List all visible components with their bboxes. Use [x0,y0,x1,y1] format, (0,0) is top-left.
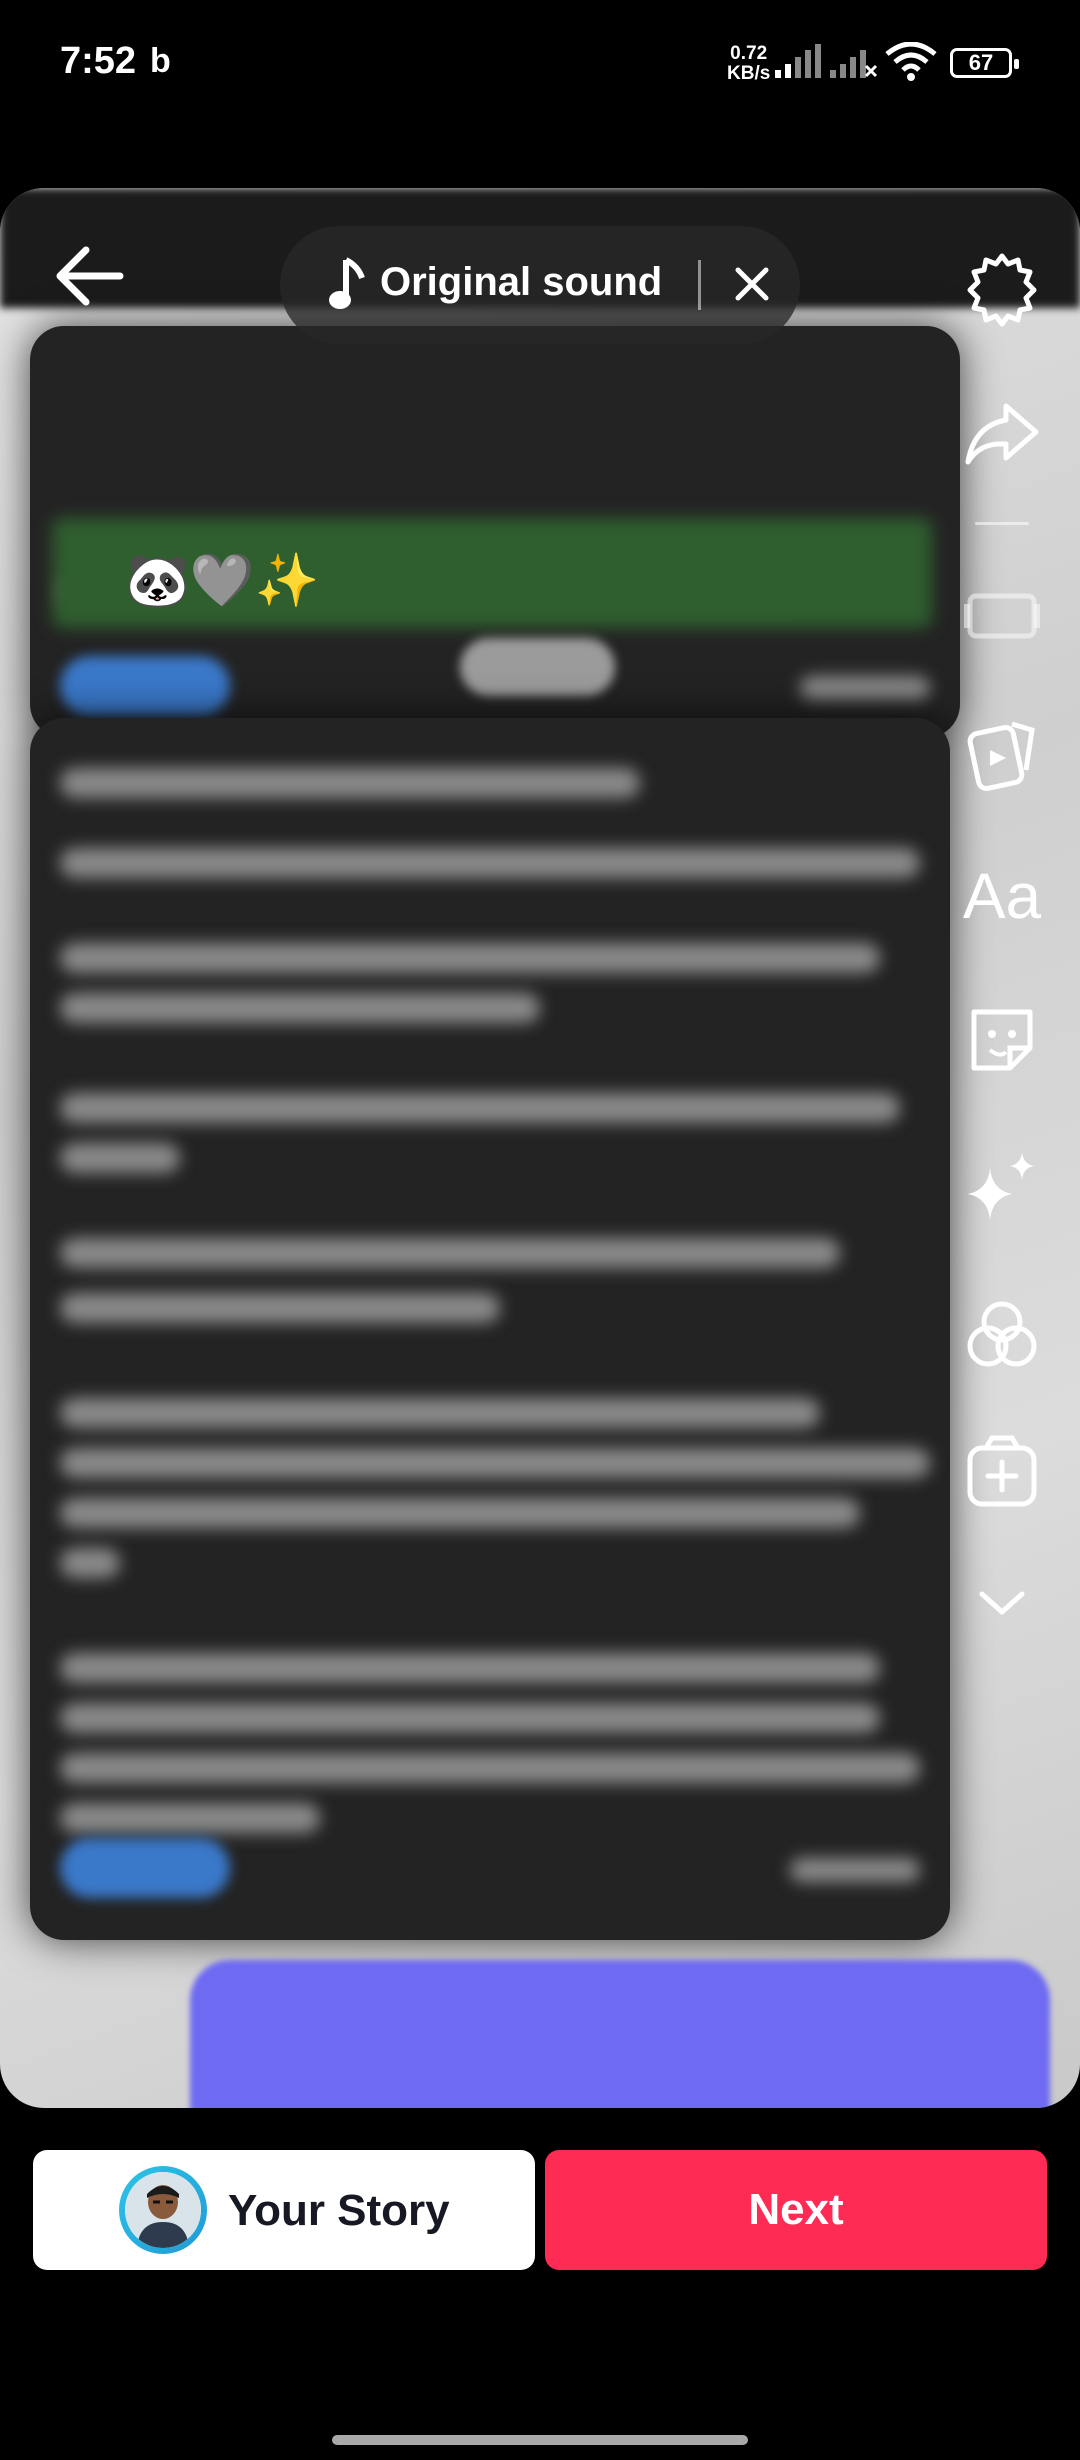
status-bar [0,0,1080,120]
share-icon [960,392,1044,476]
bottom-action-bar [0,2150,1080,2274]
settings-icon [960,248,1044,332]
home-indicator[interactable] [332,2435,748,2445]
status-time: 7:52 [60,40,137,82]
remove-sound-close-icon[interactable] [720,252,784,316]
sticker-button[interactable] [960,998,1044,1082]
template-button[interactable] [960,572,1044,656]
clip-button[interactable] [960,712,1044,796]
media-preview[interactable] [0,188,1080,2108]
template-icon [960,572,1044,656]
signal-icon [775,44,823,80]
net-speed-unit: KB/s [727,63,771,84]
sticker-icon [960,998,1044,1082]
chevron-down-icon [960,1560,1044,1644]
net-speed-value: 0.72 [730,43,768,64]
clip-icon [960,712,1044,796]
text-button[interactable]: Aa [962,860,1042,932]
effects-sparkle-icon [960,1146,1044,1230]
net-speed [727,44,770,84]
next-button[interactable]: Next [545,2150,1047,2270]
back-arrow-icon [50,236,130,316]
notification-b-icon: b [150,42,171,80]
avatar [125,2172,201,2248]
emoji-stickers[interactable]: 🐼🩶✨ [125,552,320,610]
story-avatar-ring [119,2166,207,2254]
message-bubble-2 [30,718,950,1940]
share-button[interactable] [960,392,1044,476]
filters-button[interactable] [960,1292,1044,1376]
sound-label: Original sound [380,260,663,304]
sound-divider [698,260,701,310]
your-story-button[interactable] [33,2150,535,2270]
date-chip [460,638,615,696]
battery-indicator: 67 [950,48,1012,78]
signal-2-icon [830,44,878,80]
settings-button[interactable] [960,248,1044,332]
more-tools-button[interactable] [960,1560,1044,1644]
music-note-icon [328,256,368,312]
add-clip-button[interactable] [960,1430,1044,1514]
back-button[interactable] [50,236,130,316]
effects-button[interactable] [960,1146,1044,1230]
wifi-icon [885,42,937,82]
your-story-label: Your Story [228,2186,450,2235]
toolbar-divider [975,522,1029,525]
add-clip-icon [960,1430,1044,1514]
message-bubble-3 [190,1960,1050,2108]
sound-pill[interactable] [280,226,800,344]
filters-icon [960,1292,1044,1376]
